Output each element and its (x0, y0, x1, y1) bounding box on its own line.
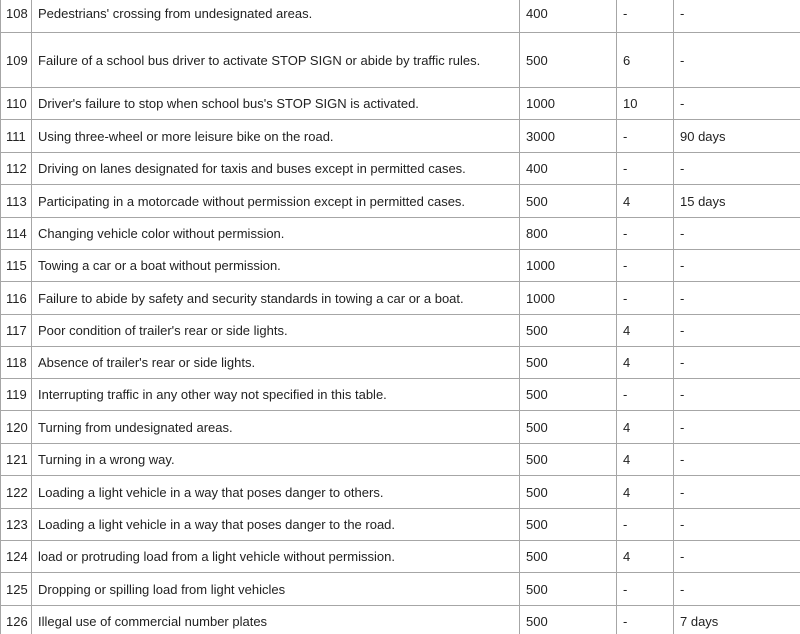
violation-number: 117 (1, 315, 32, 347)
violation-description: Poor condition of trailer's rear or side lights. (32, 315, 520, 347)
table-row (1, 379, 800, 411)
table-row (1, 315, 800, 347)
black-points: - (617, 250, 674, 282)
violation-number: 110 (1, 88, 32, 120)
table-row (1, 185, 800, 218)
table-row (1, 33, 800, 88)
impound-period: - (674, 282, 800, 315)
fine-amount: 3000 (520, 120, 617, 153)
table-row (1, 282, 800, 315)
table-row (1, 476, 800, 509)
table-row (1, 347, 800, 379)
violation-description: Absence of trailer's rear or side lights. (32, 347, 520, 379)
impound-period: - (674, 411, 800, 444)
black-points: - (617, 282, 674, 315)
fine-amount: 500 (520, 347, 617, 379)
violation-description: Turning from undesignated areas. (32, 411, 520, 444)
violation-number: 109 (1, 33, 32, 88)
fine-amount: 800 (520, 218, 617, 250)
black-points: 4 (617, 541, 674, 573)
impound-period: - (674, 444, 800, 476)
violation-description: Loading a light vehicle in a way that poses danger to others. (32, 476, 520, 509)
black-points: - (617, 153, 674, 185)
black-points: - (617, 218, 674, 250)
impound-period: - (674, 218, 800, 250)
fine-amount: 500 (520, 509, 617, 541)
violation-number: 113 (1, 185, 32, 218)
table-row (1, 88, 800, 120)
fine-amount: 1000 (520, 250, 617, 282)
impound-period: - (674, 509, 800, 541)
fine-amount: 500 (520, 476, 617, 509)
impound-period: - (674, 315, 800, 347)
black-points: 4 (617, 476, 674, 509)
impound-period: 15 days (674, 185, 800, 218)
impound-period: - (674, 0, 800, 33)
impound-period: - (674, 153, 800, 185)
table-row (1, 541, 800, 573)
violation-number: 121 (1, 444, 32, 476)
fine-amount: 400 (520, 153, 617, 185)
table-row (1, 509, 800, 541)
violation-description: Failure to abide by safety and security standards in towing a car or a boat. (32, 282, 520, 315)
violation-number: 115 (1, 250, 32, 282)
black-points: 4 (617, 315, 674, 347)
black-points: - (617, 573, 674, 606)
violation-number: 125 (1, 573, 32, 606)
violation-number: 119 (1, 379, 32, 411)
fine-amount: 500 (520, 541, 617, 573)
table-row (1, 153, 800, 185)
table-row (1, 444, 800, 476)
impound-period: - (674, 476, 800, 509)
black-points: 4 (617, 444, 674, 476)
violation-description: Driving on lanes designated for taxis and buses except in permitted cases. (32, 153, 520, 185)
table-row (1, 250, 800, 282)
violation-description: Failure of a school bus driver to activate STOP SIGN or abide by traffic rules. (32, 33, 520, 88)
table-row (1, 573, 800, 606)
impound-period: - (674, 33, 800, 88)
impound-period: - (674, 250, 800, 282)
impound-period: - (674, 541, 800, 573)
table-row (1, 120, 800, 153)
impound-period: - (674, 88, 800, 120)
table-body (1, 0, 800, 634)
violation-description: Pedestrians' crossing from undesignated areas. (32, 0, 520, 33)
fine-amount: 500 (520, 315, 617, 347)
black-points: - (617, 509, 674, 541)
violation-number: 112 (1, 153, 32, 185)
fine-amount: 400 (520, 0, 617, 33)
black-points: 4 (617, 411, 674, 444)
violation-description: Driver's failure to stop when school bus's STOP SIGN is activated. (32, 88, 520, 120)
impound-period: 7 days (674, 606, 800, 634)
violation-number: 126 (1, 606, 32, 634)
violation-description: Illegal use of commercial number plates (32, 606, 520, 634)
fine-amount: 500 (520, 185, 617, 218)
impound-period: - (674, 573, 800, 606)
fine-amount: 500 (520, 33, 617, 88)
violation-description: load or protruding load from a light vehicle without permission. (32, 541, 520, 573)
violation-number: 108 (1, 0, 32, 33)
black-points: 6 (617, 33, 674, 88)
fine-amount: 500 (520, 606, 617, 634)
fine-amount: 500 (520, 379, 617, 411)
violation-number: 120 (1, 411, 32, 444)
fine-amount: 1000 (520, 282, 617, 315)
fine-amount: 1000 (520, 88, 617, 120)
black-points: - (617, 606, 674, 634)
black-points: 10 (617, 88, 674, 120)
violation-number: 122 (1, 476, 32, 509)
impound-period: 90 days (674, 120, 800, 153)
fine-amount: 500 (520, 444, 617, 476)
table-row (1, 606, 800, 634)
fine-amount: 500 (520, 573, 617, 606)
violation-description: Participating in a motorcade without permission except in permitted cases. (32, 185, 520, 218)
violation-number: 114 (1, 218, 32, 250)
impound-period: - (674, 347, 800, 379)
table-row (1, 0, 800, 33)
violation-description: Interrupting traffic in any other way not specified in this table. (32, 379, 520, 411)
violation-number: 124 (1, 541, 32, 573)
violation-description: Towing a car or a boat without permission. (32, 250, 520, 282)
table-row (1, 218, 800, 250)
black-points: 4 (617, 347, 674, 379)
violation-description: Changing vehicle color without permission. (32, 218, 520, 250)
violation-number: 118 (1, 347, 32, 379)
black-points: - (617, 379, 674, 411)
fine-amount: 500 (520, 411, 617, 444)
violation-description: Using three-wheel or more leisure bike on the road. (32, 120, 520, 153)
violation-number: 123 (1, 509, 32, 541)
impound-period: - (674, 379, 800, 411)
violation-number: 116 (1, 282, 32, 315)
violation-description: Loading a light vehicle in a way that poses danger to the road. (32, 509, 520, 541)
table-row (1, 411, 800, 444)
black-points: - (617, 120, 674, 153)
violation-number: 111 (1, 120, 32, 153)
black-points: 4 (617, 185, 674, 218)
violation-description: Dropping or spilling load from light vehicles (32, 573, 520, 606)
black-points: - (617, 0, 674, 33)
violation-description: Turning in a wrong way. (32, 444, 520, 476)
